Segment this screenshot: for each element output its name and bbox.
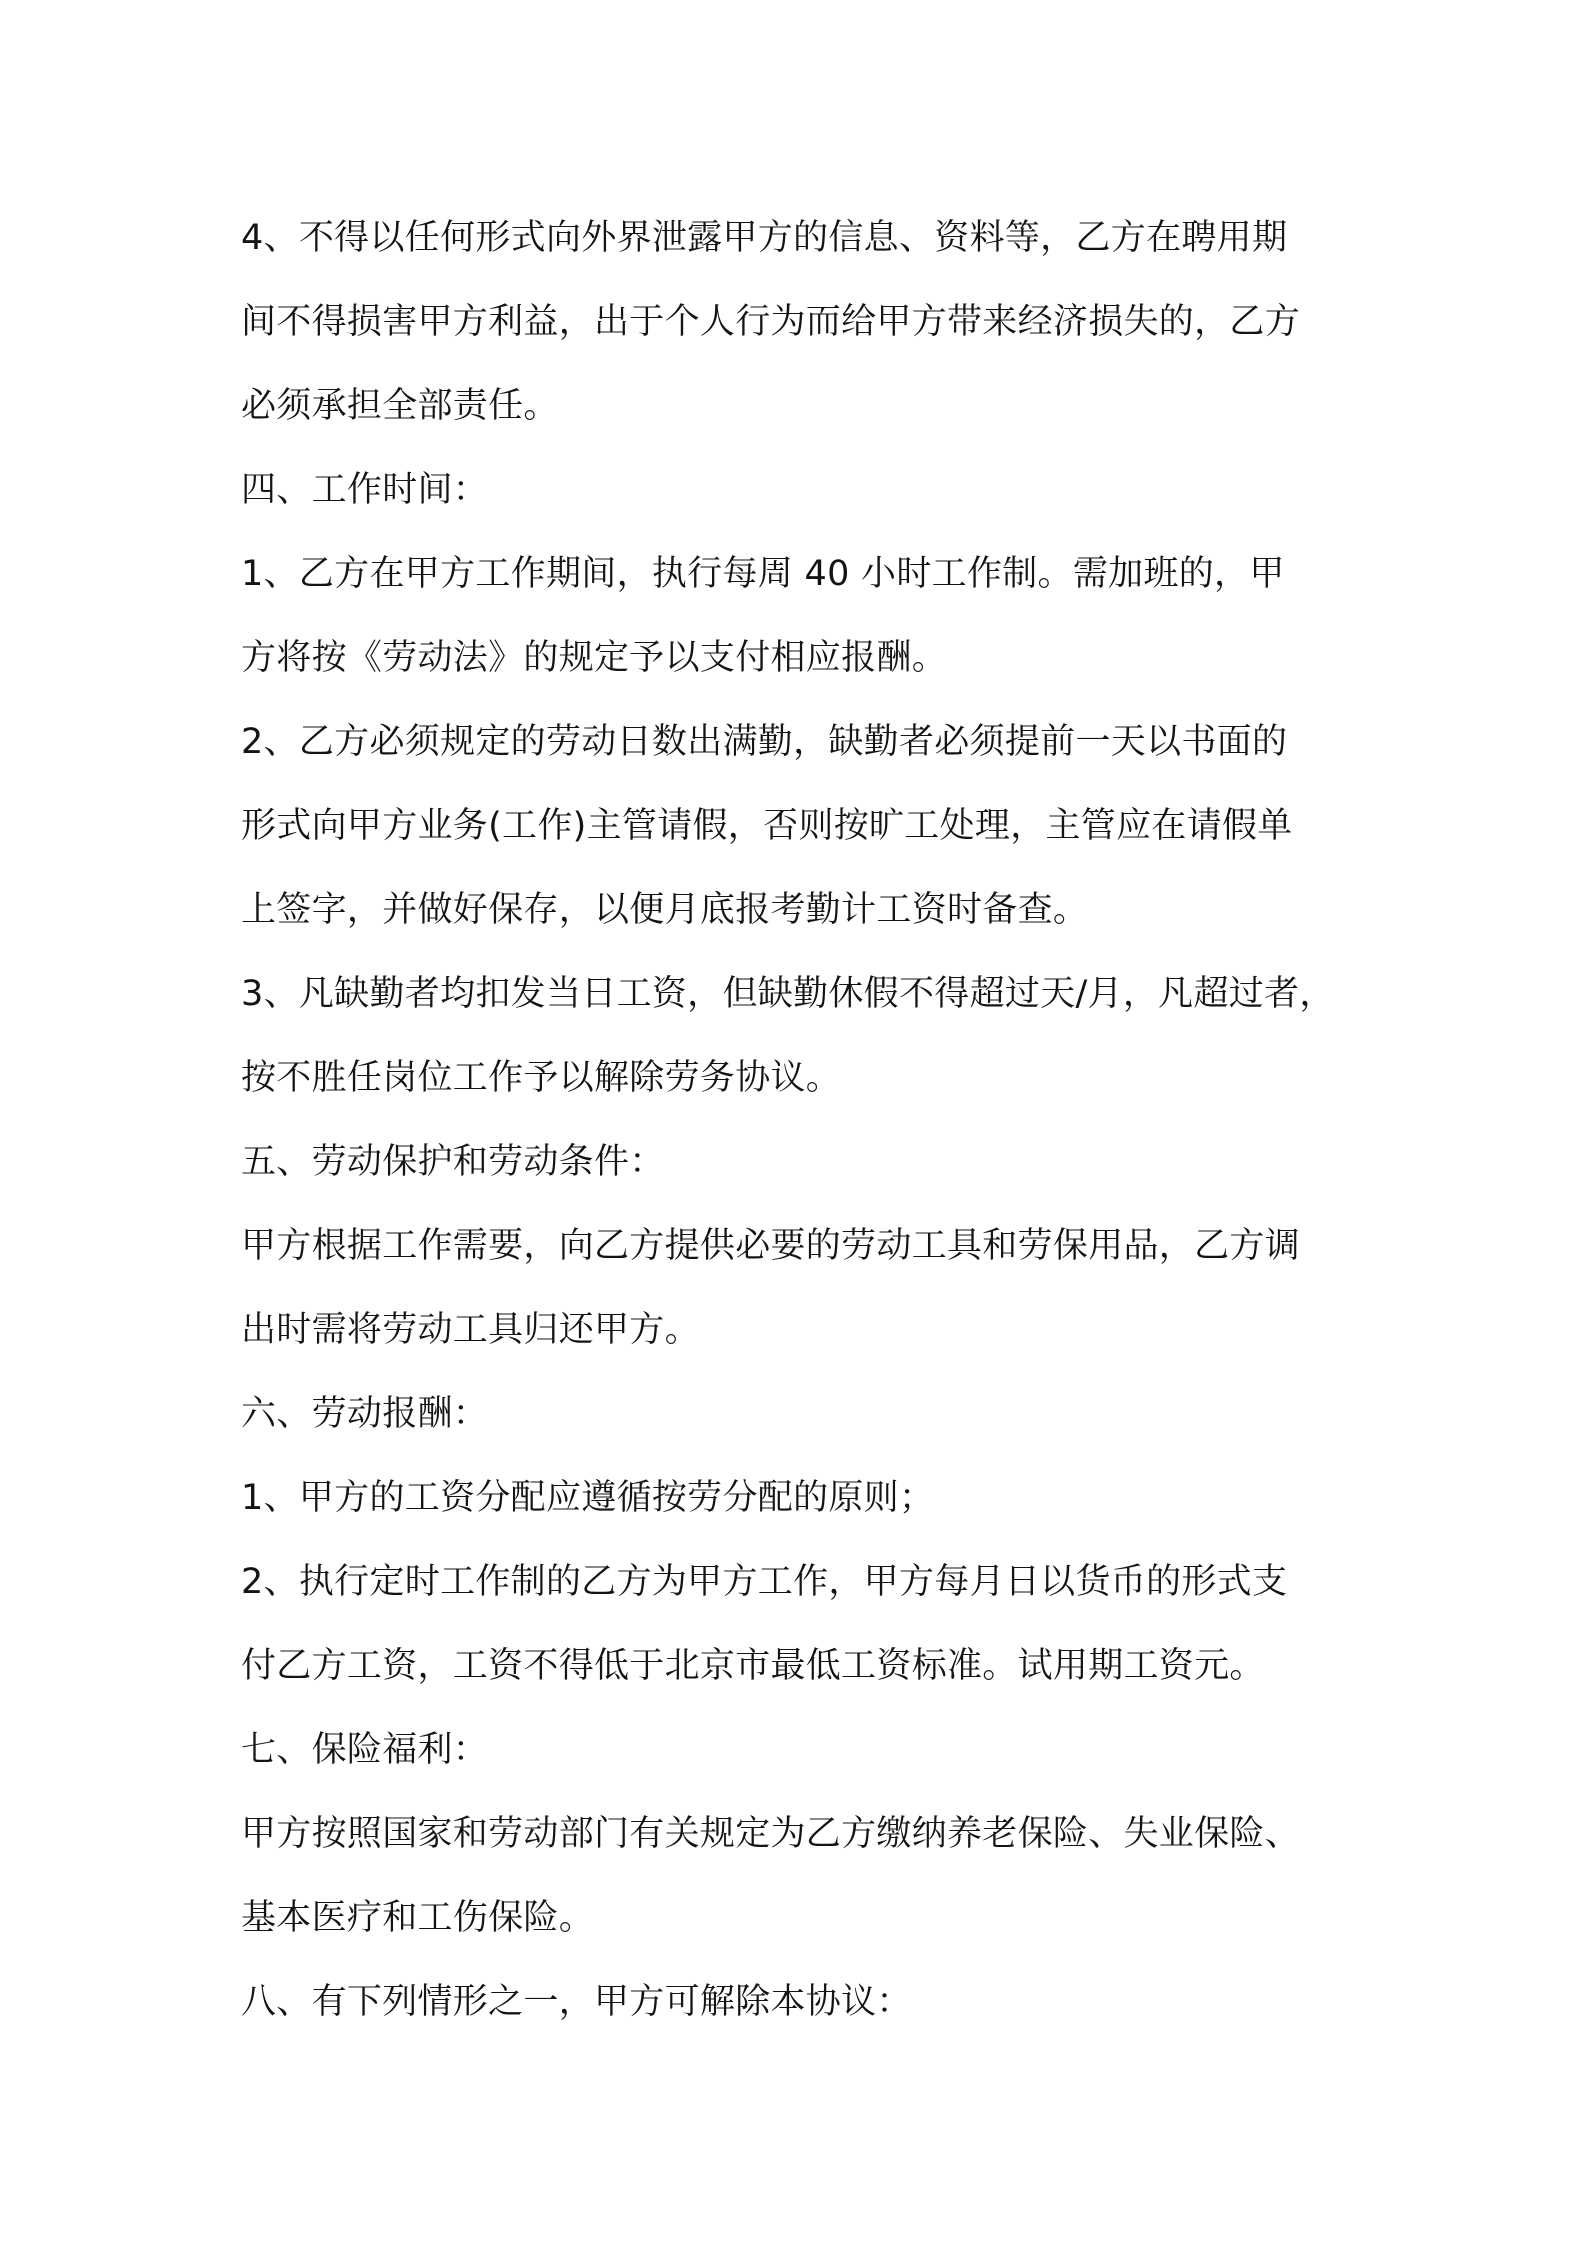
document-body [241,196,1371,2044]
insurance-welfare-line-1: 甲方按照国家和劳动部门有关规定为乙方缴纳养老保险、失业保险、 [241,1814,1301,1854]
working-hours-item-2-line-2: 形式向甲方业务(工作)主管请假，否则按旷工处理，主管应在请假单 [241,806,1293,846]
working-hours-item-3-line-1: 3、凡缺勤者均扣发当日工资，但缺勤休假不得超过天/月，凡超过者， [241,974,1335,1014]
section-heading-labor-protection: 五、劳动保护和劳动条件： [241,1142,665,1182]
working-hours-item-3-line-2: 按不胜任岗位工作予以解除劳务协议。 [241,1058,842,1098]
labor-protection-line-2: 出时需将劳动工具归还甲方。 [241,1310,700,1350]
working-hours-item-1-line-1: 1、乙方在甲方工作期间，执行每周 40 小时工作制。需加班的，甲 [241,554,1285,594]
insurance-welfare-line-2: 基本医疗和工伤保险。 [241,1898,595,1938]
working-hours-item-2-line-3: 上签字，并做好保存，以便月底报考勤计工资时备查。 [241,890,1089,930]
section-heading-termination: 八、有下列情形之一，甲方可解除本协议： [241,1982,912,2022]
clause-4-confidentiality-line-1: 4、不得以任何形式向外界泄露甲方的信息、资料等，乙方在聘用期 [241,218,1288,258]
remuneration-item-1: 1、甲方的工资分配应遵循按劳分配的原则； [241,1478,935,1518]
section-heading-working-hours: 四、工作时间： [241,470,489,510]
clause-4-confidentiality-line-2: 间不得损害甲方利益，出于个人行为而给甲方带来经济损失的，乙方 [241,302,1301,342]
working-hours-item-2-line-1: 2、乙方必须规定的劳动日数出满勤，缺勤者必须提前一天以书面的 [241,722,1288,762]
section-heading-remuneration: 六、劳动报酬： [241,1394,489,1434]
clause-4-confidentiality-line-3: 必须承担全部责任。 [241,386,559,426]
labor-protection-line-1: 甲方根据工作需要，向乙方提供必要的劳动工具和劳保用品，乙方调 [241,1226,1301,1266]
section-heading-insurance-welfare: 七、保险福利： [241,1730,489,1770]
remuneration-item-2-line-2: 付乙方工资，工资不得低于北京市最低工资标准。试用期工资元。 [241,1646,1265,1686]
remuneration-item-2-line-1: 2、执行定时工作制的乙方为甲方工作，甲方每月日以货币的形式支 [241,1562,1288,1602]
working-hours-item-1-line-2: 方将按《劳动法》的规定予以支付相应报酬。 [241,638,948,678]
